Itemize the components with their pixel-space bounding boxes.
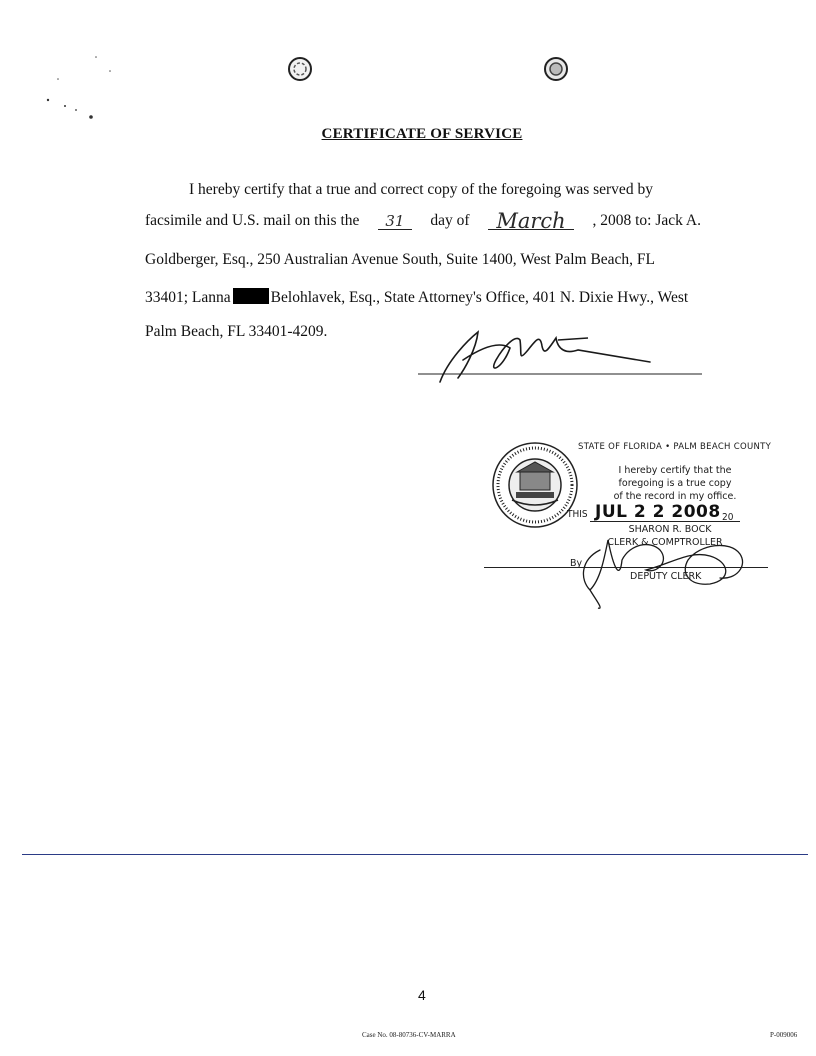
stamp-by-label: By xyxy=(570,557,583,570)
paragraph-text: I hereby certify that a true and correct copy of the foregoing was served by xyxy=(189,181,653,198)
punch-hole-left xyxy=(287,56,313,82)
stamp-deputy-label: DEPUTY CLERK xyxy=(630,570,702,583)
stamp-year-suffix: 20 xyxy=(722,512,734,524)
stamp-date: JUL 2 2 2008 xyxy=(595,502,721,522)
stamp-this-label: THIS xyxy=(567,509,588,521)
paragraph-text: , 2008 to: Jack A. xyxy=(592,212,701,229)
deputy-signature xyxy=(560,520,760,610)
stamp-clerk-name: SHARON R. BOCK xyxy=(628,523,712,536)
page-number: 4 xyxy=(418,987,426,1003)
document-title: CERTIFICATE OF SERVICE xyxy=(321,126,523,142)
handwritten-day: 31 xyxy=(378,213,412,230)
paragraph-line-4 xyxy=(145,288,701,307)
paragraph-line-1 xyxy=(145,181,701,199)
stamp-line-1: I hereby certify that the xyxy=(618,464,732,477)
stamp-header: STATE OF FLORIDA • PALM BEACH COUNTY xyxy=(578,441,772,453)
stamp-line-2: foregoing is a true copy xyxy=(618,477,732,490)
paragraph-line-3: Goldberger, Esq., 250 Australian Avenue South, Suite 1400, West Palm Beach, FL xyxy=(145,251,656,268)
scan-specks xyxy=(40,55,120,125)
case-number: Case No. 08-80736-CV-MARRA xyxy=(362,1031,456,1039)
paragraph-text: day of xyxy=(430,212,470,229)
redaction-block xyxy=(233,288,269,304)
bates-number: P-009006 xyxy=(770,1031,798,1039)
paragraph-text: 33401; Lanna xyxy=(145,289,231,306)
stamp-clerk-title: CLERK & COMPTROLLER xyxy=(607,536,723,549)
stamp-line-3: of the record in my office. xyxy=(613,490,737,503)
paragraph-text: facsimile and U.S. mail on this the xyxy=(145,212,360,229)
handwritten-month: March xyxy=(488,213,574,230)
attorney-signature xyxy=(418,320,708,390)
paragraph-line-2 xyxy=(145,209,701,233)
horizontal-rule xyxy=(22,854,808,855)
paragraph-line-5: Palm Beach, FL 33401-4209. xyxy=(145,323,328,340)
punch-hole-right xyxy=(543,56,569,82)
paragraph-text: Belohlavek, Esq., State Attorney's Office, 401 N. Dixie Hwy., West xyxy=(270,289,689,306)
